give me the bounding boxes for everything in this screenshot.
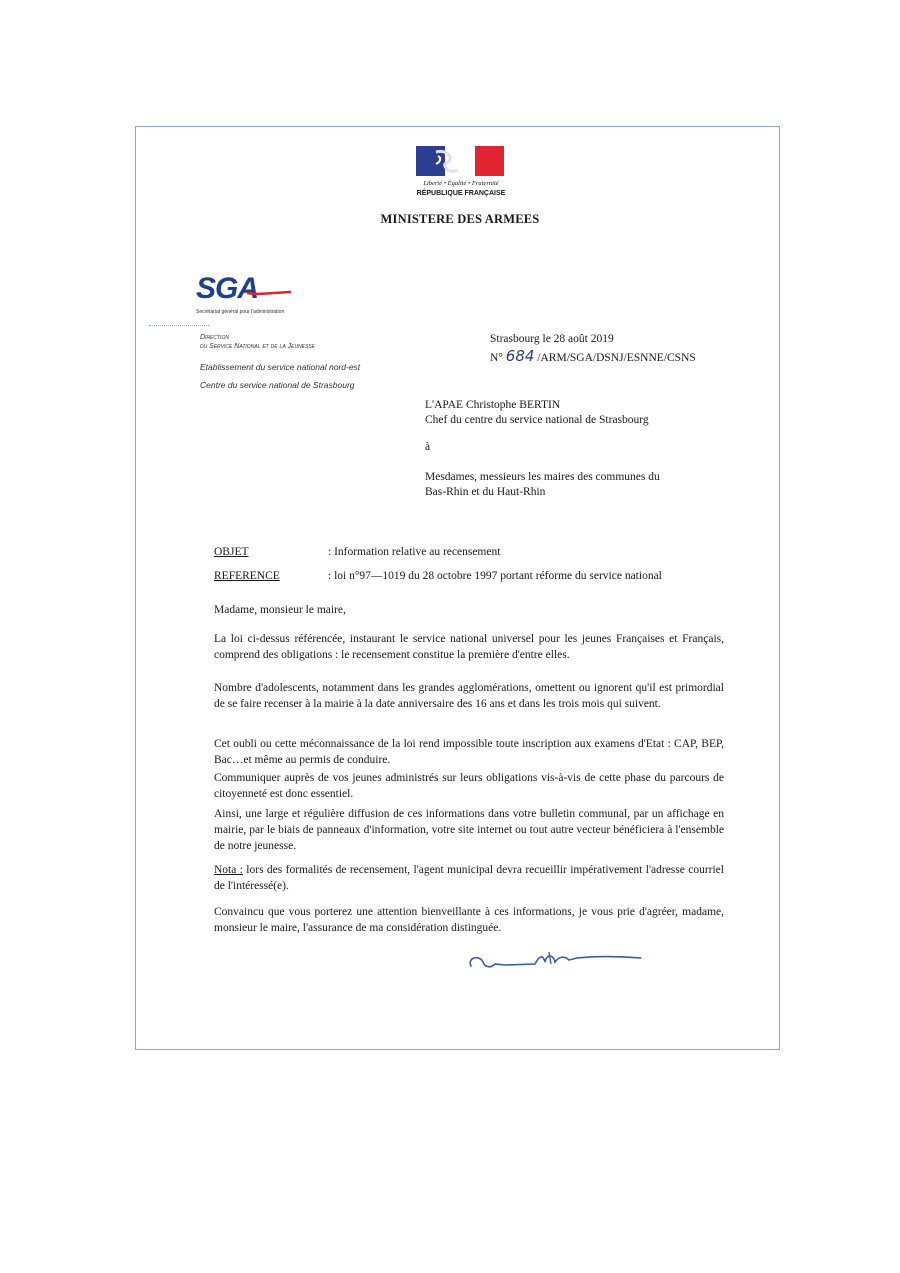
logo-separator xyxy=(149,325,209,326)
handwritten-ref-number: 684 xyxy=(505,347,535,365)
direction-line1: Direction xyxy=(200,334,229,341)
signature-image xyxy=(465,944,645,976)
letter-date: Strasbourg le 28 août 2019 xyxy=(490,333,614,345)
recipient-line2: Bas-Rhin et du Haut-Rhin xyxy=(425,486,546,498)
paragraph-5: Ainsi, une large et régulière diffusion de ces informations dans votre bulletin communal, par un affichage en mairie, par le biais de panneaux d'information, votre site internet ou tout autre vecteur bénéficiera à l'ensemble de notre jeunesse. xyxy=(214,808,724,852)
nota-paragraph xyxy=(214,862,724,894)
nota-label: Nota : xyxy=(214,864,243,876)
ministry-title: MINISTERE DES ARMEES xyxy=(380,212,540,226)
letter-reference: N° 684 /ARM/SGA/DSNJ/ESNNE/CSNS xyxy=(490,347,696,365)
sender-title: Chef du centre du service national de Strasbourg xyxy=(425,414,649,426)
sga-tagline: Secrétariat général pour l'administration xyxy=(196,309,285,315)
reference-value: : loi n°97—1019 du 28 octobre 1997 portant réforme du service national xyxy=(328,570,662,582)
nota-text: lors des formalités de recensement, l'agent municipal devra recueillir impérativement l'adresse courriel de l'intéressé(e). xyxy=(214,864,724,892)
objet-label: OBJET xyxy=(214,546,249,558)
marianne-logo xyxy=(416,146,504,176)
closing-paragraph: Convaincu que vous porterez une attention bienveillante à ces informations, je vous prie d'agréer, madame, monsieur le maire, l'assurance de ma considération distinguée. xyxy=(214,906,724,934)
paragraph-3: Cet oubli ou cette méconnaissance de la loi rend impossible toute inscription aux examens d'Etat : CAP, BEP, Bac…et même au permis de conduire. xyxy=(214,738,724,766)
paragraph-4: Communiquer auprès de vos jeunes administrés sur leurs obligations vis-à-vis de cette phase du parcours de citoyenneté est donc essentiel. xyxy=(214,772,724,800)
paragraph-1: La loi ci-dessus référencée, instaurant le service national universel pour les jeunes Françaises et Français, comprend des obligations : le recensement constitue la première d'entre elles. xyxy=(214,633,724,661)
recipient-line1: Mesdames, messieurs les maires des communes du xyxy=(425,471,660,483)
republic-motto: Liberté • Égalité • Fraternité xyxy=(423,180,499,187)
salutation: Madame, monsieur le maire, xyxy=(214,604,346,616)
sga-swoosh-icon xyxy=(247,283,292,297)
republic-name: RÉPUBLIQUE FRANÇAISE xyxy=(416,190,506,197)
sender-name: L'APAE Christophe BERTIN xyxy=(425,399,561,411)
establishment-name: Etablissement du service national nord-est xyxy=(200,362,361,372)
sga-logo-text: SGA xyxy=(196,272,259,305)
reference-label: REFERENCE xyxy=(214,570,280,582)
direction-line2: du Service National et de la Jeunesse xyxy=(200,343,316,350)
to-word: à xyxy=(425,441,431,453)
paragraph-2: Nombre d'adolescents, notamment dans les grandes agglomérations, omettent ou ignorent qu'il est primordial de se faire recenser à la mairie à la date anniversaire des 16 ans et dans les trois mois qui suivent. xyxy=(214,682,724,710)
centre-name: Centre du service national de Strasbourg xyxy=(200,380,355,390)
objet-value: : Information relative au recensement xyxy=(328,546,501,558)
